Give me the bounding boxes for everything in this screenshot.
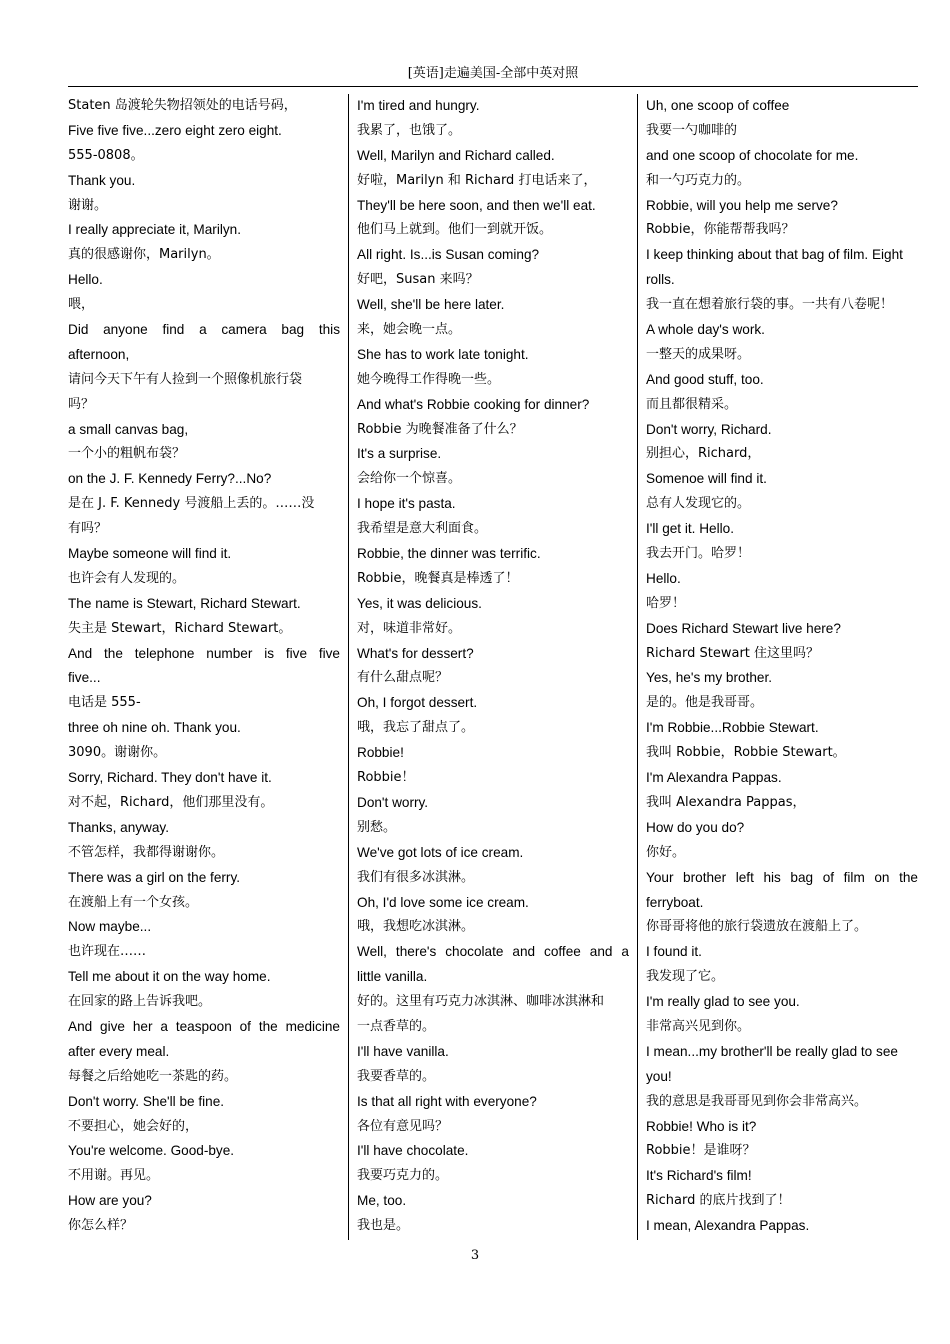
chinese-line: 谢谢。 [68,197,108,213]
english-line: on the J. F. Kennedy Ferry?...No? [68,471,272,487]
chinese-line: 我叫 Alexandra Pappas， [646,794,806,810]
chinese-line: 我的意思是我哥哥见到你会非常高兴。 [646,1093,868,1109]
english-line: Well, Marilyn and Richard called. [357,147,555,163]
column-2 [357,94,629,1239]
chinese-line: 我要香草的。 [357,1068,436,1084]
english-line: Don't worry. She'll be fine. [68,1093,225,1109]
chinese-line: 她今晚得工作得晚一些。 [357,371,501,387]
english-line: She has to work late tonight. [357,346,529,362]
chinese-line: 我一直在想着旅行袋的事。一共有八卷呢！ [646,297,894,313]
chinese-line: 在回家的路上告诉我吧。 [68,994,212,1010]
english-line: A whole day's work. [646,322,765,338]
column-1 [68,94,340,1239]
english-line: Somenoe will find it. [646,471,767,487]
english-line: I'll get it. Hello. [646,521,734,537]
english-line: I'm Robbie...Robbie Stewart. [646,720,819,736]
chinese-line: 我叫 Robbie，Robbie Stewart。 [646,745,846,761]
english-line: It's a surprise. [357,446,442,462]
chinese-line: 非常高兴见到你。 [646,1018,751,1034]
english-line: Sorry, Richard. They don't have it. [68,770,272,786]
chinese-line: 也许会有人发现的。 [68,570,186,586]
chinese-line: Robbie，你能帮帮我吗？ [646,222,795,238]
english-line: I mean, Alexandra Pappas. [646,1218,810,1234]
chinese-line: 对不起，Richard，他们那里没有。 [68,794,274,810]
chinese-line: 对，味道非常好。 [357,620,462,636]
english-line: Maybe someone will find it. [68,546,232,562]
english-line: Well, there's chocolate and coffee and a [357,944,629,960]
chinese-line: 真的很感谢你，Marilyn。 [68,247,220,263]
english-line: Uh, one scoop of coffee [646,98,790,113]
english-line: It's Richard's film! [646,1168,752,1184]
chinese-line: 哈罗！ [646,595,686,611]
chinese-line: 而且都很精采。 [646,396,738,412]
english-line: little vanilla. [357,969,428,985]
chinese-line: 请问今天下午有人捡到一个照像机旅行袋 [68,371,303,387]
chinese-line: 一整天的成果呀。 [646,346,751,362]
chinese-line: 喂， [68,297,95,313]
chinese-line: 不用谢。再见。 [68,1168,160,1184]
chinese-line: Staten 岛渡轮失物招领处的电话号码， [68,98,297,113]
english-line: Hello. [68,272,103,288]
chinese-line: 不管怎样，我都得谢谢你。 [68,844,225,860]
english-line: They'll be here soon, and then we'll eat. [357,197,596,213]
chinese-line: 我们有很多冰淇淋。 [357,869,475,885]
chinese-line: 好啦，Marilyn 和 Richard 打电话来了， [357,172,597,188]
chinese-line: 会给你一个惊喜。 [357,471,462,487]
english-line: I'll have chocolate. [357,1143,469,1159]
chinese-line: 好的。这里有巧克力冰淇淋、咖啡冰淇淋和 [357,994,605,1010]
english-line: I keep thinking about that bag of film. Eight [646,247,903,263]
english-line: Your brother left his bag of film on the [646,869,918,885]
english-line: after every meal. [68,1043,170,1059]
english-line: and one scoop of chocolate for me. [646,147,859,163]
english-line: There was a girl on the ferry. [68,869,241,885]
english-line: Yes, he's my brother. [646,670,773,686]
english-line: How do you do? [646,819,745,835]
chinese-line: Robbie！ [357,770,415,786]
chinese-line: 我要一勺咖啡的 [646,122,738,138]
english-line: I'm really glad to see you. [646,994,800,1010]
english-line: Yes, it was delicious. [357,595,482,611]
english-line: Well, she'll be here later. [357,297,505,313]
english-line: Is that all right with everyone? [357,1093,537,1109]
chinese-line: Robbie！是谁呀？ [646,1143,756,1159]
english-line: I'll have vanilla. [357,1043,449,1059]
english-line: I really appreciate it, Marilyn. [68,222,242,238]
column-divider [348,94,349,1240]
english-line: I'm tired and hungry. [357,98,480,113]
english-line: And the telephone number is five five [68,645,340,661]
chinese-line: 哦，我想吃冰淇淋。 [357,919,475,935]
english-line: Hello. [646,570,681,586]
english-line: Does Richard Stewart live here? [646,620,841,636]
english-line: And give her a teaspoon of the medicine [68,1018,340,1034]
chinese-line: 是的。他是我哥哥。 [646,695,764,711]
english-line: Thank you. [68,172,136,188]
english-line: you! [646,1068,672,1084]
english-line: Five five five...zero eight zero eight. [68,122,282,138]
english-line: Robbie! Who is it? [646,1118,757,1134]
chinese-line: 你怎么样？ [68,1218,134,1234]
english-line: All right. Is...is Susan coming? [357,247,540,263]
chinese-line: 电话是 555- [68,695,141,711]
chinese-line: 他们马上就到。他们一到就开饭。 [357,222,553,238]
english-line: Now maybe... [68,919,152,935]
english-line: Oh, I forgot dessert. [357,695,478,711]
chinese-line: 我累了，也饿了。 [357,122,462,138]
english-line: Robbie, will you help me serve? [646,197,838,213]
english-line: We've got lots of ice cream. [357,844,524,860]
english-line: five... [68,670,101,686]
chinese-line: 你哥哥将他的旅行袋遗放在渡船上了。 [646,919,868,935]
header-rule [68,86,918,87]
english-line: Oh, I'd love some ice cream. [357,894,529,910]
chinese-line: 我要巧克力的。 [357,1168,449,1184]
chinese-line: 555-0808。 [68,147,144,163]
english-line: three oh nine oh. Thank you. [68,720,241,736]
english-line: Robbie, the dinner was terrific. [357,546,541,562]
english-line: Did anyone find a camera bag this [68,322,340,338]
chinese-line: 失主是 Stewart，Richard Stewart。 [68,620,292,636]
column-3 [646,94,918,1239]
page-header: [英语]走遍美国-全部中英对照 [407,66,579,81]
chinese-line: 别担心，Richard， [646,446,761,462]
chinese-line: 和一勺巧克力的。 [646,172,751,188]
chinese-line: 我也是。 [357,1218,410,1234]
english-line: Don't worry, Richard. [646,421,772,437]
chinese-line: 别愁。 [357,819,397,835]
chinese-line: 有什么甜点呢？ [357,670,449,686]
english-line: I'm Alexandra Pappas. [646,770,782,786]
english-line: The name is Stewart, Richard Stewart. [68,595,301,611]
chinese-line: 哦，我忘了甜点了。 [357,720,475,736]
chinese-line: 在渡船上有一个女孩。 [68,894,199,910]
chinese-line: 3090。谢谢你。 [68,745,167,761]
chinese-line: 好吧，Susan 来吗？ [357,272,479,288]
english-line: How are you? [68,1193,152,1209]
chinese-line: 我希望是意大利面食。 [357,521,488,537]
english-line: You're welcome. Good-bye. [68,1143,235,1159]
english-line: And what's Robbie cooking for dinner? [357,396,590,412]
english-line: Me, too. [357,1193,407,1209]
chinese-line: 我去开门。哈罗！ [646,546,751,562]
chinese-line: 不要担心，她会好的， [68,1118,199,1134]
english-line: rolls. [646,272,675,288]
english-line: I found it. [646,944,702,960]
chinese-line: 每餐之后给她吃一茶匙的药。 [68,1068,238,1084]
chinese-line: 是在 J. F. Kennedy 号渡船上丢的。……没 [68,496,315,512]
english-line: Robbie! [357,745,404,761]
chinese-line: 总有人发现它的。 [646,496,751,512]
page-number: 3 [470,1248,480,1263]
english-line: I mean...my brother'll be really glad to see [646,1043,898,1059]
chinese-line: 我发现了它。 [646,969,725,985]
chinese-line: 你好。 [646,844,686,860]
english-line: Tell me about it on the way home. [68,969,271,985]
chinese-line: 一个小的粗帆布袋？ [68,446,186,462]
english-line: Don't worry. [357,794,429,810]
english-line: ferryboat. [646,894,704,910]
chinese-line: Robbie 为晚餐准备了什么？ [357,421,523,437]
english-line: a small canvas bag, [68,421,189,437]
chinese-line: 也许现在…… [68,944,147,960]
english-line: afternoon, [68,346,130,362]
column-divider [637,94,638,1240]
english-line: What's for dessert? [357,645,474,661]
english-line: Thanks, anyway. [68,819,169,835]
english-line: I hope it's pasta. [357,496,456,512]
chinese-line: Richard Stewart 住这里吗？ [646,645,820,661]
chinese-line: Robbie，晚餐真是棒透了！ [357,570,519,586]
chinese-line: Richard 的底片找到了！ [646,1193,791,1209]
english-line: And good stuff, too. [646,371,764,387]
chinese-line: 来，她会晚一点。 [357,322,462,338]
chinese-line: 吗？ [68,396,95,412]
chinese-line: 各位有意见吗？ [357,1118,449,1134]
chinese-line: 一点香草的。 [357,1018,436,1034]
chinese-line: 有吗？ [68,521,108,537]
